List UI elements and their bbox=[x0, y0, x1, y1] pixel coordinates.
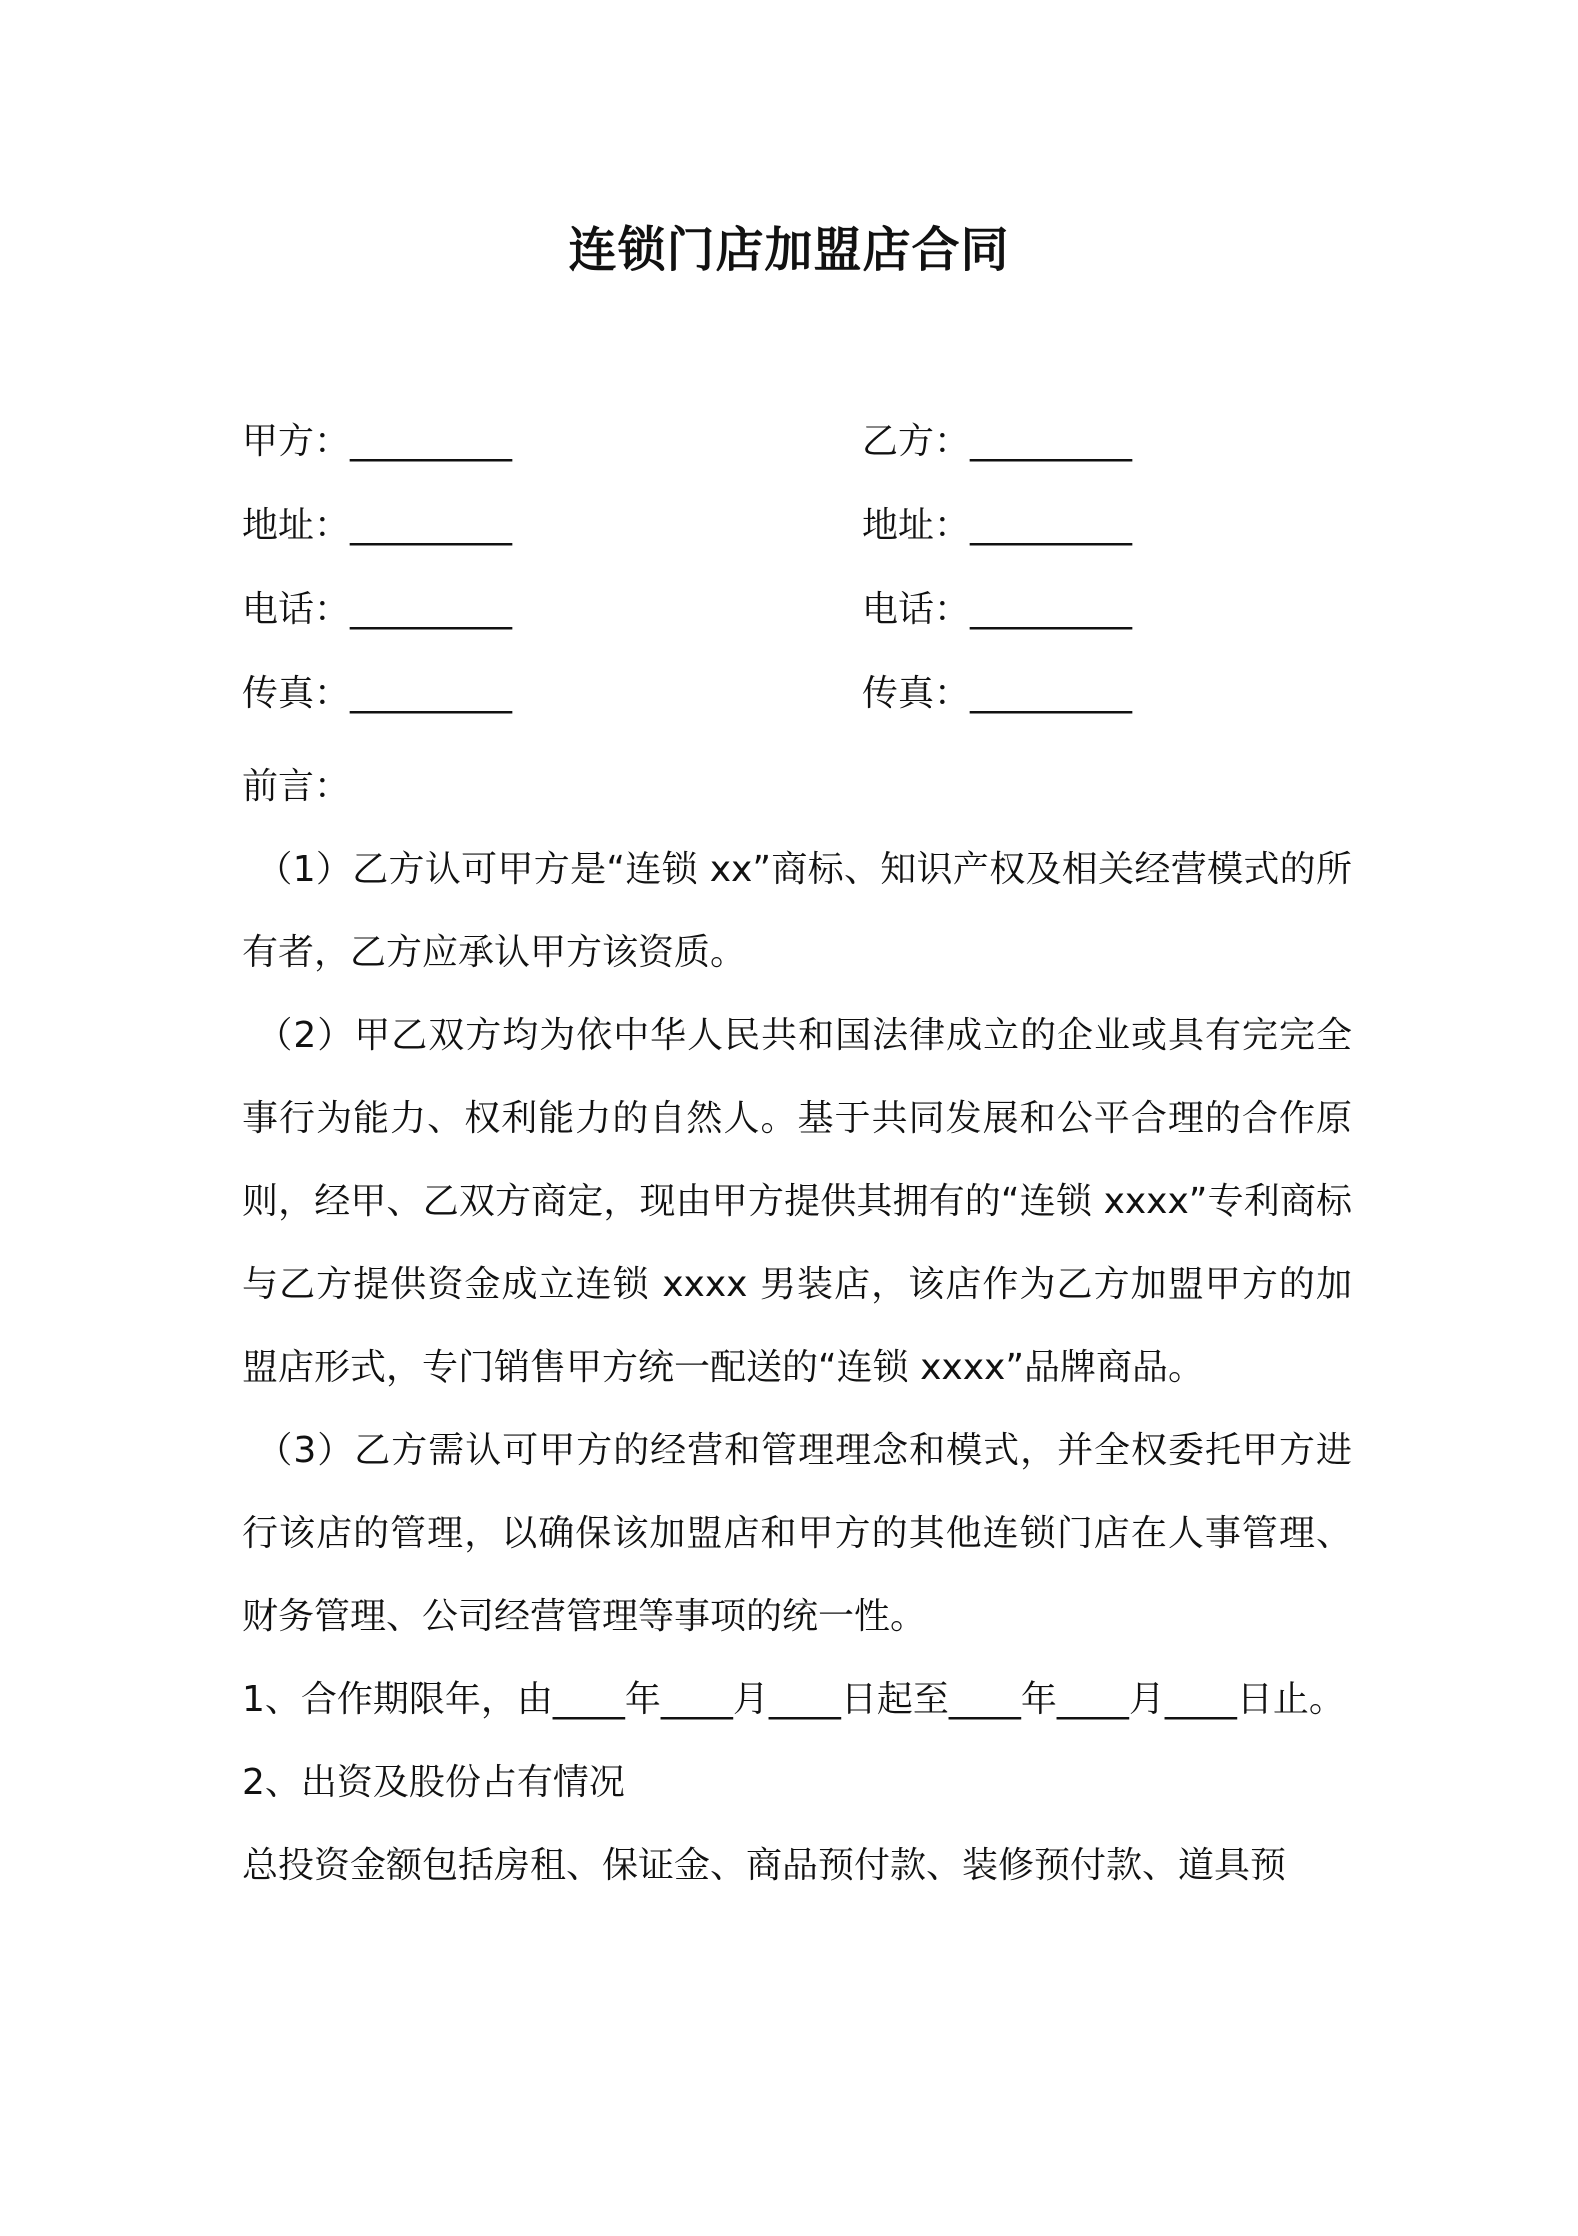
preface-clause-1: （1）乙方认可甲方是“连锁 xx”商标、知识产权及相关经营模式的所有者，乙方应承认甲方该资质。 bbox=[242, 849, 1352, 973]
party-a-name bbox=[242, 410, 512, 474]
party-b-name-label: 乙方： bbox=[862, 421, 971, 462]
preface-clause-3: （3）乙方需认可甲方的经营和管理理念和模式，并全权委托甲方进行该店的管理，以确保该加盟店和甲方的其他连锁门店在人事管理、财务管理、公司经营管理等事项的统一性。 bbox=[242, 1430, 1352, 1637]
party-a-phone bbox=[242, 578, 512, 642]
party-info-block bbox=[242, 410, 1352, 746]
party-b-address-label: 地址： bbox=[862, 505, 971, 546]
party-a-fax-blank: _________ bbox=[350, 673, 513, 714]
document-title: 连锁门店加盟店合同 bbox=[568, 222, 1010, 278]
party-row-address bbox=[242, 494, 1352, 578]
party-b-phone-label: 电话： bbox=[862, 589, 971, 630]
party-b-fax-label: 传真： bbox=[862, 673, 971, 714]
party-row-phone bbox=[242, 578, 1352, 662]
party-b-name-blank: _________ bbox=[970, 421, 1133, 462]
party-a-name-label: 甲方： bbox=[242, 421, 351, 462]
party-a-address bbox=[242, 494, 512, 558]
article-1-term: 1、合作期限年，由____年____月____日起至____年____月____日止。 bbox=[242, 1679, 1345, 1720]
party-a-name-blank: _________ bbox=[350, 421, 513, 462]
preface-heading: 前言： bbox=[242, 766, 351, 807]
article-2-body: 总投资金额包括房租、保证金、商品预付款、装修预付款、道具预 bbox=[242, 1845, 1287, 1886]
party-row-fax bbox=[242, 662, 1352, 746]
party-a-address-blank: _________ bbox=[350, 505, 513, 546]
party-b-address-blank: _________ bbox=[970, 505, 1133, 546]
party-b-phone bbox=[862, 578, 1132, 642]
party-a-fax bbox=[242, 662, 512, 726]
contract-body bbox=[242, 745, 1352, 1907]
party-b-fax-blank: _________ bbox=[970, 673, 1133, 714]
party-b-address bbox=[862, 494, 1132, 558]
party-b-name bbox=[862, 410, 1132, 474]
party-b-phone-blank: _________ bbox=[970, 589, 1133, 630]
party-a-phone-blank: _________ bbox=[350, 589, 513, 630]
party-a-fax-label: 传真： bbox=[242, 673, 351, 714]
party-b-fax bbox=[862, 662, 1132, 726]
party-a-phone-label: 电话： bbox=[242, 589, 351, 630]
party-a-address-label: 地址： bbox=[242, 505, 351, 546]
party-row-name bbox=[242, 410, 1352, 494]
article-2-heading: 2、出资及股份占有情况 bbox=[242, 1762, 625, 1803]
preface-clause-2: （2）甲乙双方均为依中华人民共和国法律成立的企业或具有完完全事行为能力、权利能力的自然人。基于共同发展和公平合理的合作原则，经甲、乙双方商定，现由甲方提供其拥有的“连锁 xxxx”专利商标与乙方提供资金成立连锁 xxxx 男装店，该店作为乙方加盟甲方的加盟店形式，专门销售甲方统一配送的“连锁 xxxx”品牌商品。 bbox=[242, 1015, 1352, 1388]
